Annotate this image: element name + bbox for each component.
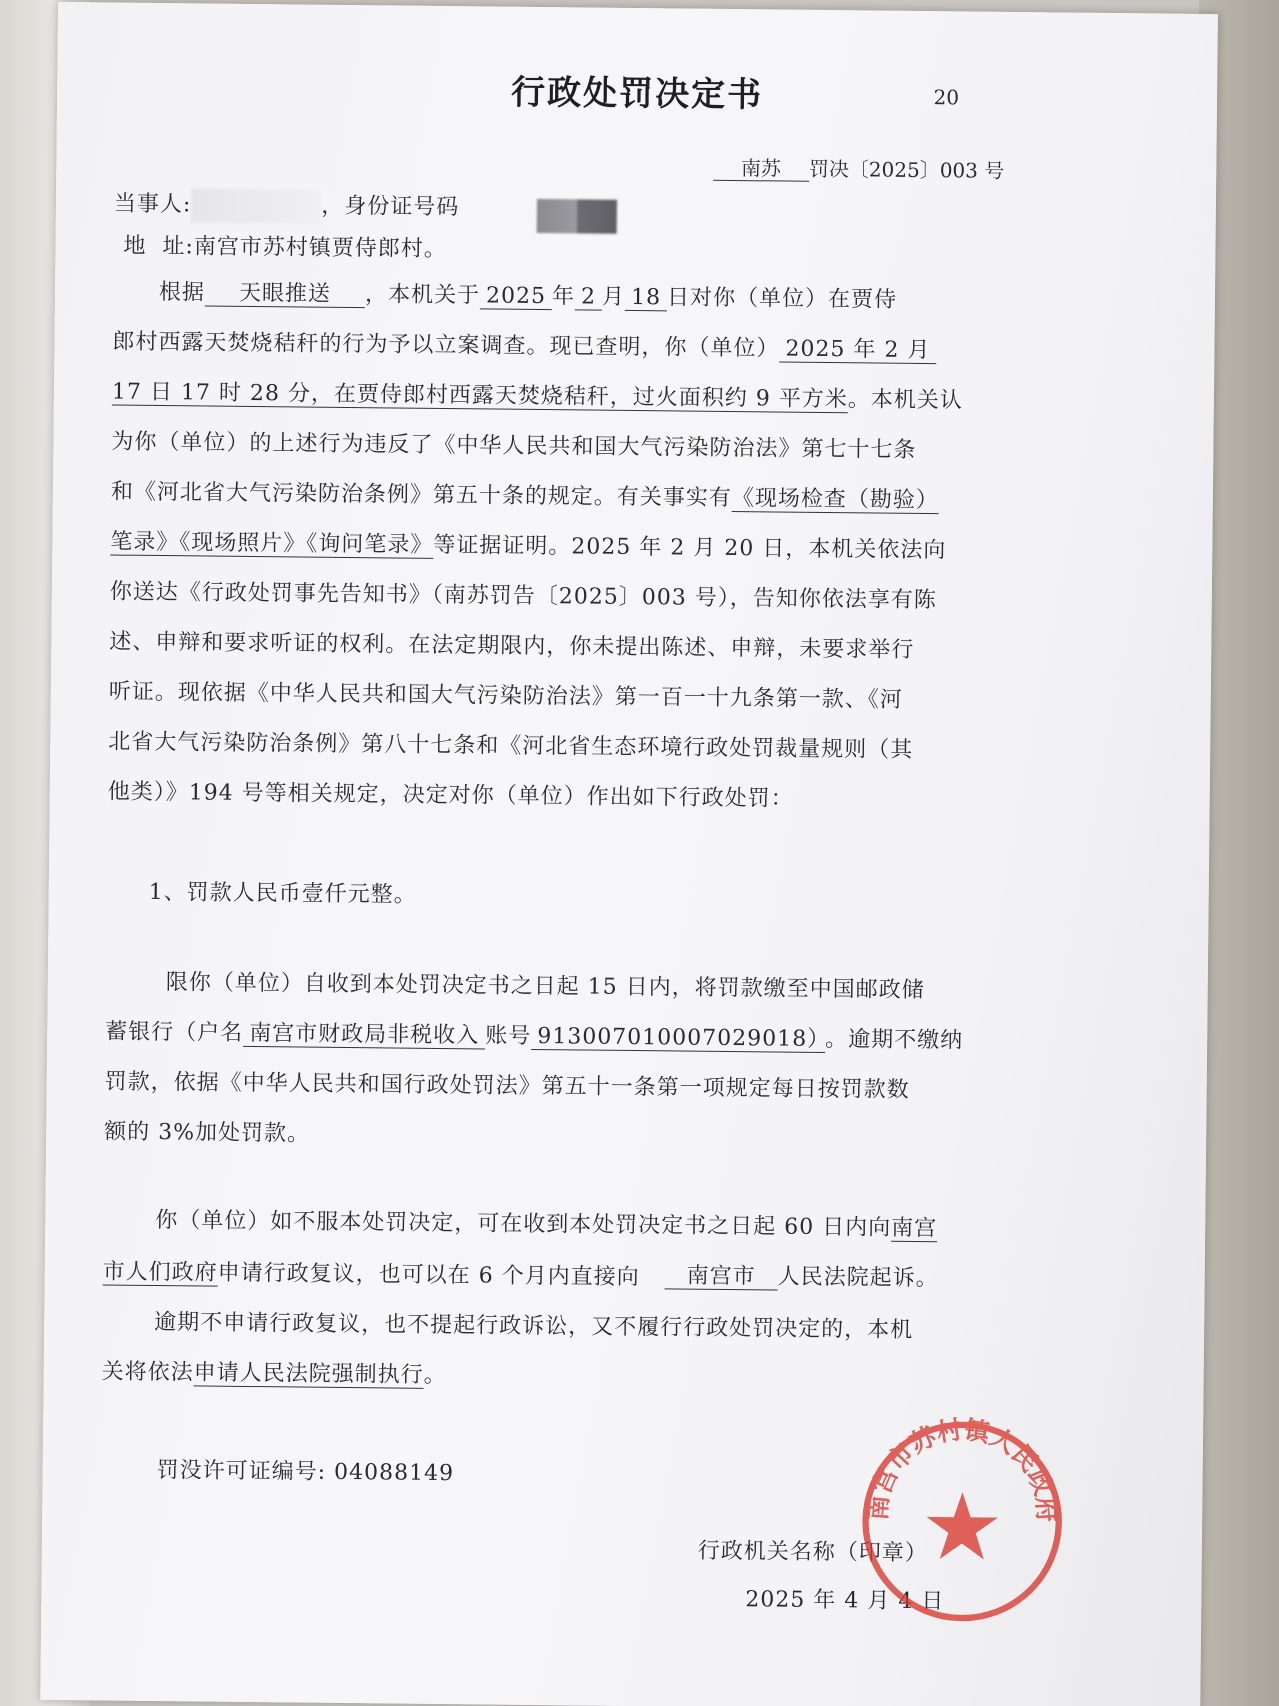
text: 年 <box>551 284 576 310</box>
address-line <box>123 229 447 263</box>
document-title: 行政处罚决定书 <box>510 72 764 116</box>
p1-line-7: 你送达《行政处罚事先告知书》（南苏罚告〔2025〕003 号），告知你依法享有陈 <box>109 579 937 614</box>
p1-line-11: 他类）》194 号等相关规定，决定对你（单位）作出如下行政处罚： <box>107 779 794 812</box>
p3-line-1 <box>155 1203 937 1242</box>
p1-line-2 <box>112 325 936 365</box>
text: 和《河北省大气污染防治条例》第五十条的规定。有关事实有 <box>110 479 733 512</box>
text: 你（单位）如不服本处罚决定，可在收到本处罚决定书之日起 60 日内向 <box>155 1208 892 1241</box>
text: 蓄银行（户名 <box>105 1019 244 1046</box>
signing-organization: 行政机关名称（印章） <box>697 1538 928 1567</box>
case-year: 2025 <box>480 283 552 310</box>
review-authority-2: 市人们政府 <box>102 1259 218 1286</box>
enforcement-text: 申请人民法院强制执行 <box>193 1360 424 1388</box>
p2-line-3: 罚款，依据《中华人民共和国行政处罚法》第五十一条第一项规定每日按罚款数 <box>104 1069 910 1103</box>
p2-line-4: 额的 3%加处罚款。 <box>104 1119 311 1147</box>
text: 申请行政复议，也可以在 6 个月内直接向 <box>217 1260 640 1291</box>
license-label: 罚没许可证编号: <box>156 1458 327 1485</box>
incident-fact: 17 日 17 时 28 分，在贾侍郎村西露天焚烧秸秆，过火面积约 9 平方米 <box>111 379 848 413</box>
party-suffix: ，身份证号码 <box>321 193 460 221</box>
doc-no-rest: 罚决〔2025〕003 号 <box>808 156 1005 183</box>
text: 。本机关认 <box>847 387 963 414</box>
incident-date: 2025 年 2 月 <box>779 337 936 365</box>
license-number: 04088149 <box>333 1459 455 1487</box>
account-name: 南宫市财政局非税收入 <box>243 1021 485 1050</box>
text: 月 <box>601 284 626 310</box>
text: 等证据证明。2025 年 2 月 20 日，本机关依法向 <box>433 532 947 564</box>
signing-date: 2025 年 4 月 4 日 <box>745 1587 945 1615</box>
p1-line-5 <box>111 475 939 515</box>
text: 。逾期不缴纳 <box>825 1027 964 1054</box>
p1-line-4: 为你（单位）的上述行为违反了《中华人民共和国大气污染防治法》第七十七条 <box>111 429 917 463</box>
p1-line-3 <box>112 375 963 415</box>
seal-star-icon <box>926 1492 998 1560</box>
party-line <box>114 181 618 234</box>
text: 郎村西露天焚烧秸秆的行为予以立案调查。现已查明，你（单位） <box>112 329 780 362</box>
p2-line-2 <box>105 1014 963 1054</box>
party-label: 当事人: <box>113 191 192 218</box>
court-name: 南宫市 <box>665 1263 778 1290</box>
text: 账号 <box>485 1023 532 1049</box>
p3-line-3 <box>103 1254 640 1291</box>
document-number <box>713 152 1005 184</box>
p3-line-5 <box>102 1354 447 1389</box>
text: 人民法院起诉。 <box>777 1264 939 1292</box>
case-month: 2 <box>575 284 602 310</box>
case-source: 天眼推送 <box>205 280 365 308</box>
p1-line-10: 北省大气污染防治条例》第八十七条和《河北省生态环境行政处罚裁量规则（其 <box>108 729 914 763</box>
account-number: 913007010007029018） <box>531 1024 825 1053</box>
p2-line-1: 限你（单位）自收到本处罚决定书之日起 15 日内，将罚款缴至中国邮政储 <box>165 970 925 1004</box>
p1-line-8: 述、申辩和要求听证的权利。在法定期限内，你未提出陈述、申辩，未要求举行 <box>109 629 915 663</box>
redacted-name <box>191 188 321 223</box>
redacted-id <box>537 199 617 234</box>
review-authority-1: 南宫 <box>891 1215 938 1242</box>
evidence-1: 《现场检查（勘验） <box>731 486 940 514</box>
penalty-item-1: 1、罚款人民币壹仟元整。 <box>148 879 417 908</box>
seal-text: 南宫市苏村镇人民政府 <box>862 1415 1062 1523</box>
p1-line-6 <box>110 525 946 565</box>
page-number: 20 <box>933 85 960 110</box>
doc-no-prefix: 南苏 <box>713 156 809 182</box>
p3-line-2 <box>665 1258 939 1292</box>
address-value: 南宫市苏村镇贾侍郎村。 <box>193 234 448 263</box>
license-line <box>157 1453 455 1487</box>
text: 。 <box>423 1362 447 1389</box>
document-page <box>40 2 1218 1706</box>
text: 日对你（单位）在贾侍 <box>666 285 898 313</box>
p1-line-9: 听证。现依据《中华人民共和国大气污染防治法》第一百一十九条第一款、《河 <box>108 679 903 713</box>
case-day: 18 <box>625 285 667 311</box>
p1-line-1 <box>159 275 897 314</box>
text: ，本机关于 <box>364 282 481 309</box>
address-label: 地 址: <box>123 233 195 260</box>
p3-line-4: 逾期不申请行政复议，也不提起行政诉讼，又不履行行政处罚决定的，本机 <box>154 1310 914 1343</box>
text: 根据 <box>158 280 206 306</box>
evidence-2: 笔录》《现场照片》《询问笔录》 <box>110 529 434 558</box>
text: 关将依法 <box>101 1359 194 1386</box>
official-seal-icon <box>856 1415 1068 1627</box>
